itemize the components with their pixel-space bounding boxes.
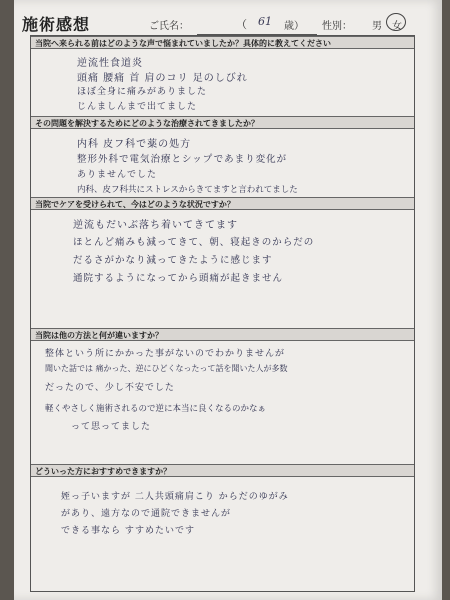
question-1: 当院へ来られる前はどのような声で悩まれていましたか？具体的に教えてください <box>31 36 414 49</box>
answer-3-line-1: 逆流もだいぶ落ち着いてきてます <box>73 220 238 231</box>
age-unit: 歳） <box>284 21 304 32</box>
answer-2-line-3: ありませんでした <box>77 170 158 180</box>
answer-2-line-4: 内科、皮フ科共にストレスからきてますと言われてました <box>77 185 298 195</box>
answer-5-line-1: 姪っ子いますが 二人共頭痛肩こり からだのゆがみ <box>61 492 289 502</box>
question-4: 当院は他の方法と何が違いますか？ <box>31 328 414 341</box>
answer-2-line-2: 整形外科で電気治療とシップであまり変化が <box>77 154 288 165</box>
name-label: ご氏名： <box>149 21 189 32</box>
answer-3-line-3: だるさがかなり減ってきたように感じます <box>73 255 273 266</box>
form-title: 施術感想 <box>22 15 91 34</box>
answer-3-line-2: ほとんど痛みも減ってきて、朝、寝起きのからだの <box>73 237 315 248</box>
answer-4-line-5: って思ってました <box>71 422 152 432</box>
answer-4-line-1: 整体という所にかかった事がないのでわかりませんが <box>45 349 286 359</box>
answer-4-line-3: だったので、少し不安でした <box>45 383 175 393</box>
question-5: どういった方におすすめできますか？ <box>31 464 414 477</box>
sex-label: 性別： <box>322 21 352 32</box>
age-paren-open: （ <box>236 18 247 31</box>
survey-form <box>30 35 415 592</box>
answer-1-line-1: 逆流性食道炎 <box>77 58 143 69</box>
answer-3-line-4: 通院するようになってから頭痛が起きません <box>73 273 284 284</box>
answer-1-line-4: じんましんまで出てました <box>77 102 198 112</box>
question-3: 当院でケアを受けられて、今はどのような状況ですか？ <box>31 197 414 210</box>
answer-1-line-3: ほぼ全身に痛みがありました <box>77 87 208 97</box>
sex-male-option: 男 <box>372 21 382 32</box>
answer-5-line-3: できる事なら すすめたいです <box>61 526 195 536</box>
sex-female-option: 女 <box>392 21 402 32</box>
answer-4-line-4: 軽くやさしく施術されるので逆に本当に良くなるのかなぁ <box>45 404 267 414</box>
answer-4-line-2: 聞いた話では 痛かった、逆にひどくなったって話を聞いた人が多数 <box>45 364 288 373</box>
question-2: その問題を解決するためにどのような治療されてきましたか？ <box>31 116 414 129</box>
answer-5-line-2: があり、遠方なので通院できませんが <box>61 509 232 519</box>
answer-2-line-1: 内科 皮フ科で薬の処方 <box>77 139 192 150</box>
answer-1-line-2: 頭痛 腰痛 首 肩のコリ 足のしびれ <box>77 73 248 84</box>
age-value: 61 <box>258 15 272 28</box>
form-header <box>22 12 422 34</box>
